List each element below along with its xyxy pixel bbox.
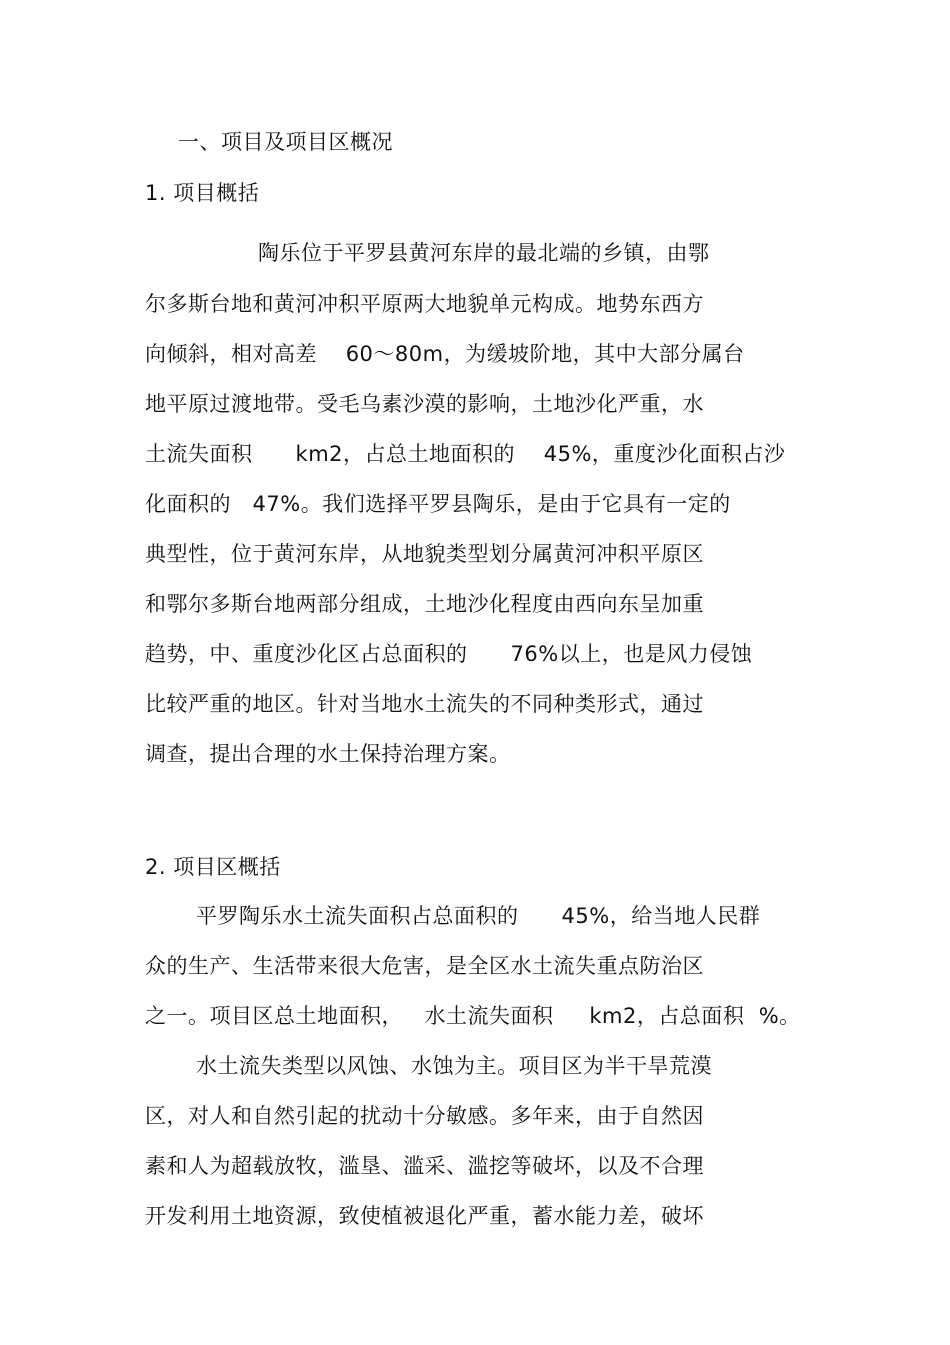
paragraph-line: 水土流失类型以风蚀、水蚀为主。项目区为半干旱荒漠 [196,1054,712,1078]
paragraph-line: 素和人为超载放牧，滥垦、滥采、滥挖等破坏，以及不合理 [145,1154,704,1178]
paragraph-line: 之一。项目区总土地面积， 水土流失面积 km2，占总面积 %。 [145,1004,801,1028]
paragraph-line: 地平原过渡地带。受毛乌素沙漠的影响，土地沙化严重，水 [145,392,704,416]
paragraph-line: 趋势，中、重度沙化区占总面积的 76%以上，也是风力侵蚀 [145,642,753,666]
paragraph-line: 区，对人和自然引起的扰动十分敏感。多年来，由于自然因 [145,1104,704,1128]
paragraph-line: 开发利用土地资源，致使植被退化严重，蓄水能力差，破坏 [145,1204,704,1228]
main-heading: 一、项目及项目区概况 [178,130,393,154]
paragraph-line: 陶乐位于平罗县黄河东岸的最北端的乡镇，由鄂 [258,241,710,265]
paragraph-line: 平罗陶乐水土流失面积占总面积的 45%，给当地人民群 [196,904,761,928]
paragraph-line: 化面积的 47%。我们选择平罗县陶乐，是由于它具有一定的 [145,492,731,516]
paragraph-line: 向倾斜，相对高差 60～80m，为缓坡阶地，其中大部分属台 [145,342,745,366]
paragraph-line: 土流失面积 km2，占总土地面积的 45%，重度沙化面积占沙 [145,442,786,466]
paragraph-line: 比较严重的地区。针对当地水土流失的不同种类形式，通过 [145,692,704,716]
paragraph-line: 和鄂尔多斯台地两部分组成，土地沙化程度由西向东呈加重 [145,592,704,616]
section1-title: 1. 项目概括 [145,181,260,205]
paragraph-line: 尔多斯台地和黄河冲积平原两大地貌单元构成。地势东西方 [145,292,704,316]
paragraph-line: 典型性，位于黄河东岸，从地貌类型划分属黄河冲积平原区 [145,542,704,566]
paragraph-line: 调查，提出合理的水土保持治理方案。 [145,742,511,766]
paragraph-line: 众的生产、生活带来很大危害，是全区水土流失重点防治区 [145,954,704,978]
section2-title: 2. 项目区概括 [145,855,281,879]
